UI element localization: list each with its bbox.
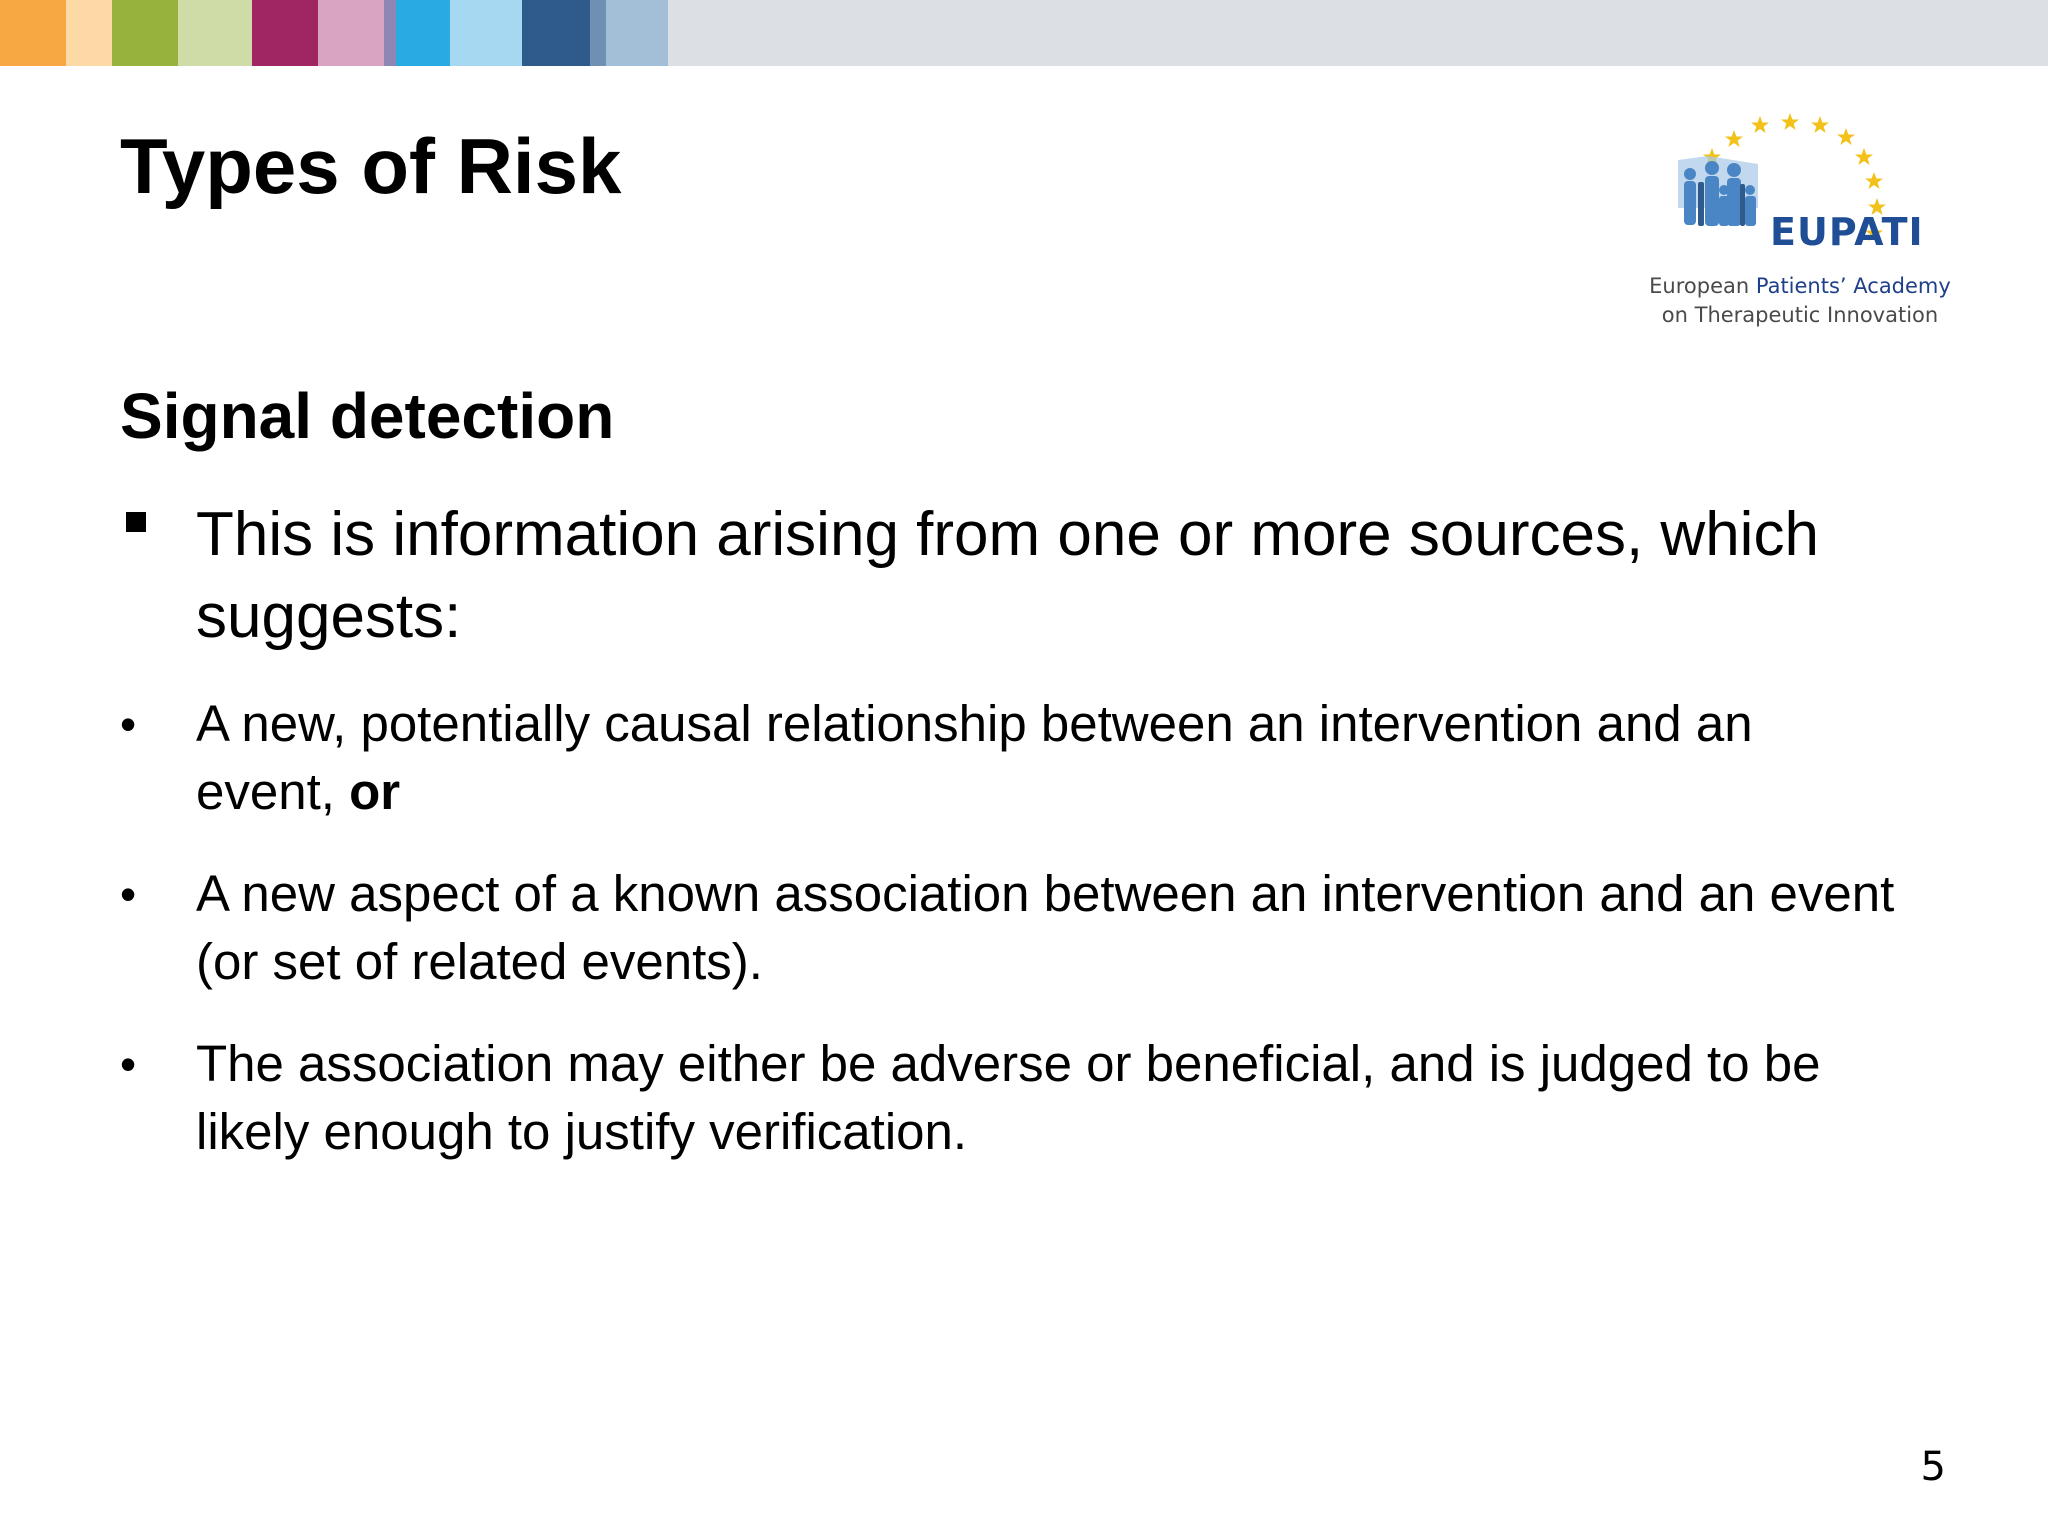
- page-number: 5: [1920, 1444, 1946, 1490]
- lead-bullet: [120, 494, 1840, 658]
- bullet-list: [120, 690, 1900, 1200]
- stripe-segment: [522, 0, 590, 66]
- stripe-segment: [0, 0, 66, 66]
- list-item: [120, 1030, 1900, 1166]
- logo-tagline-plain: European: [1649, 274, 1756, 298]
- bullet-text: The association may either be adverse or beneficial, and is judged to be likely enough to justify verification.: [196, 1035, 1821, 1160]
- eupati-logo: [1640, 108, 1960, 338]
- bullet-dot-icon: •: [120, 698, 137, 750]
- slide-title: Types of Risk: [120, 122, 622, 210]
- stripe-segment: [318, 0, 384, 66]
- bullet-bold-text: or: [349, 763, 401, 820]
- bullet-dot-icon: •: [120, 868, 137, 920]
- stripe-segment: [112, 0, 178, 66]
- slide-subheading: Signal detection: [120, 380, 615, 452]
- stripe-segment: [606, 0, 668, 66]
- bullet-text: A new aspect of a known association between an intervention and an event (or set of related events).: [196, 865, 1895, 990]
- stripe-segment: [668, 0, 2048, 66]
- stripe-segment: [252, 0, 318, 66]
- square-bullet-icon: [126, 512, 146, 532]
- logo-wordmark: EUPATI: [1770, 210, 1924, 254]
- bullet-dot-icon: •: [120, 1038, 137, 1090]
- stripe-segment: [178, 0, 252, 66]
- list-item: [120, 690, 1900, 826]
- logo-tagline-line2: on Therapeutic Innovation: [1661, 303, 1939, 327]
- list-item: [120, 860, 1900, 996]
- bullet-text: A new, potentially causal relationship between an intervention and an event,: [196, 695, 1753, 820]
- lead-bullet-text: This is information arising from one or more sources, which suggests:: [196, 500, 1819, 651]
- logo-tagline-accent: Patients’ Academy: [1755, 274, 1951, 298]
- top-color-stripe: [0, 0, 2048, 66]
- stripe-segment: [66, 0, 112, 66]
- logo-tagline: [1640, 272, 1960, 330]
- stripe-segment: [384, 0, 396, 66]
- stripe-segment: [590, 0, 606, 66]
- stripe-segment: [396, 0, 450, 66]
- stripe-segment: [450, 0, 522, 66]
